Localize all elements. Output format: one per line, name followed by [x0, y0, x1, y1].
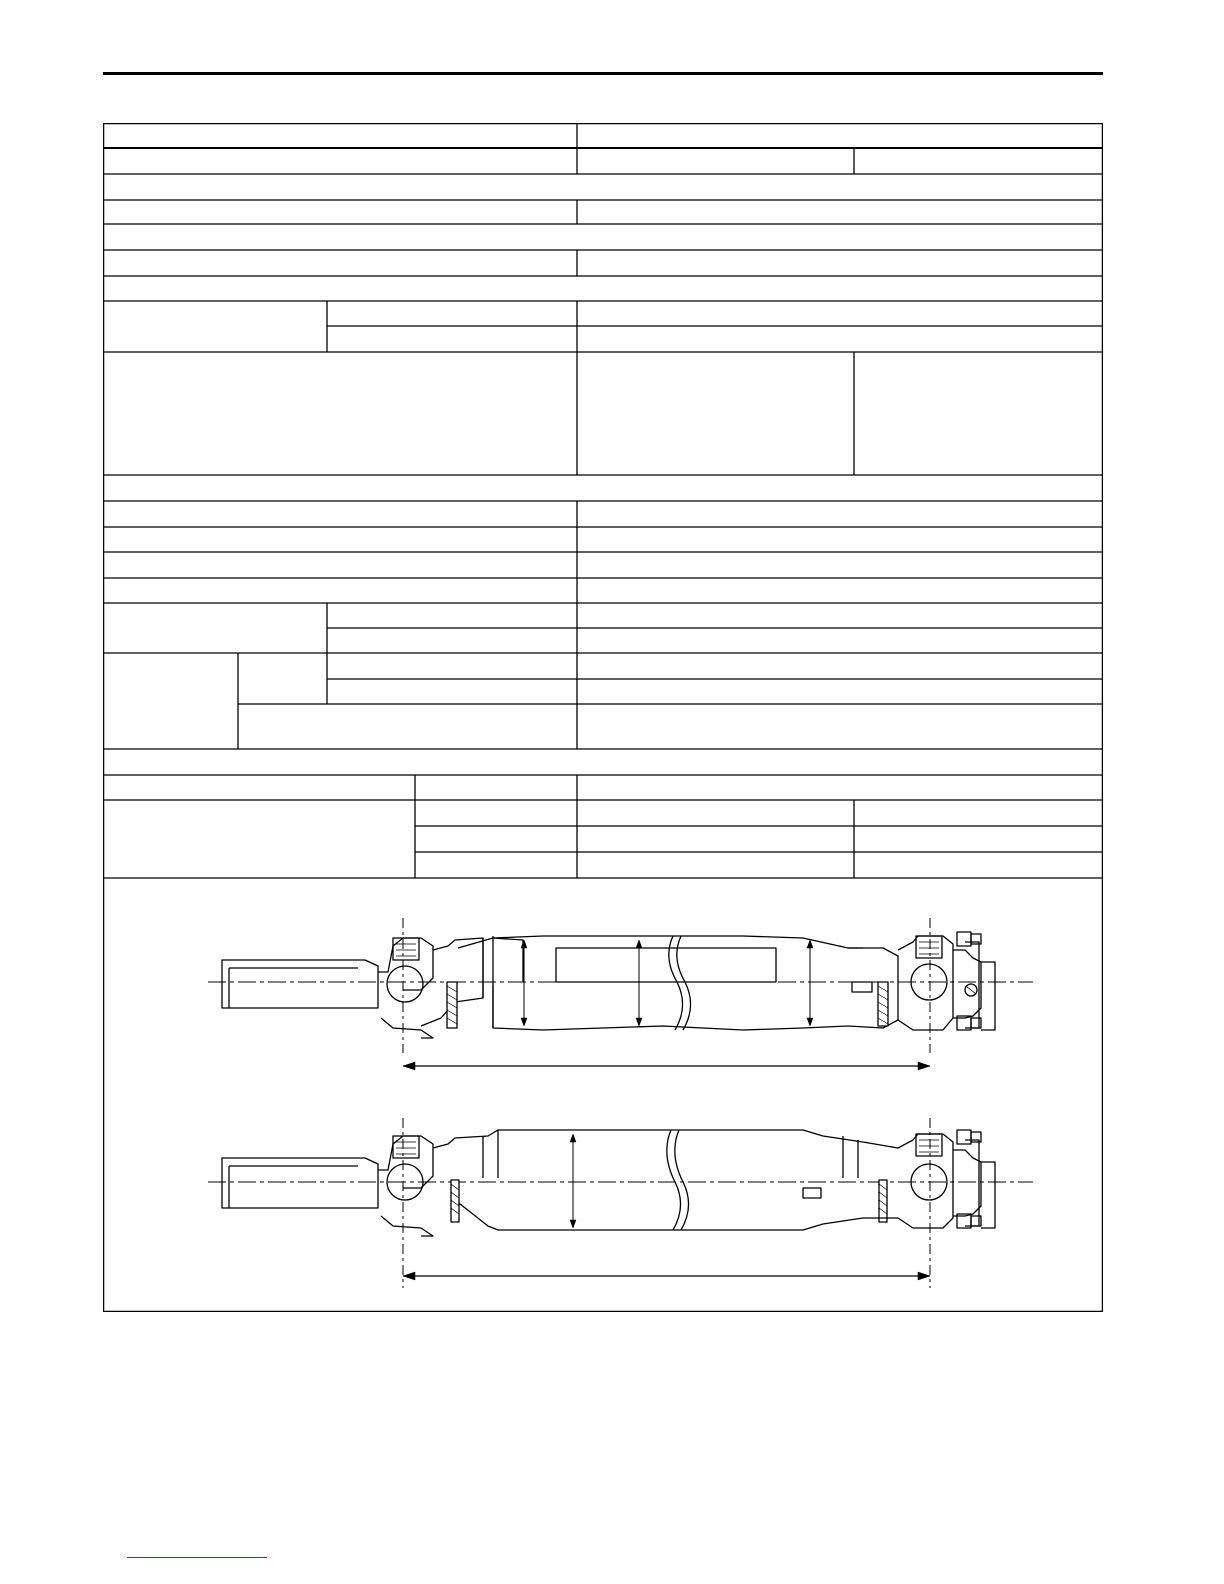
lower-shaft	[208, 1118, 1033, 1288]
upper-shaft	[208, 918, 1033, 1070]
propeller-shaft-drawing	[103, 878, 1103, 1312]
header-rule	[103, 72, 1103, 75]
propeller-shaft-figure	[103, 878, 1103, 1312]
footer-link-underline[interactable]	[127, 1557, 267, 1558]
